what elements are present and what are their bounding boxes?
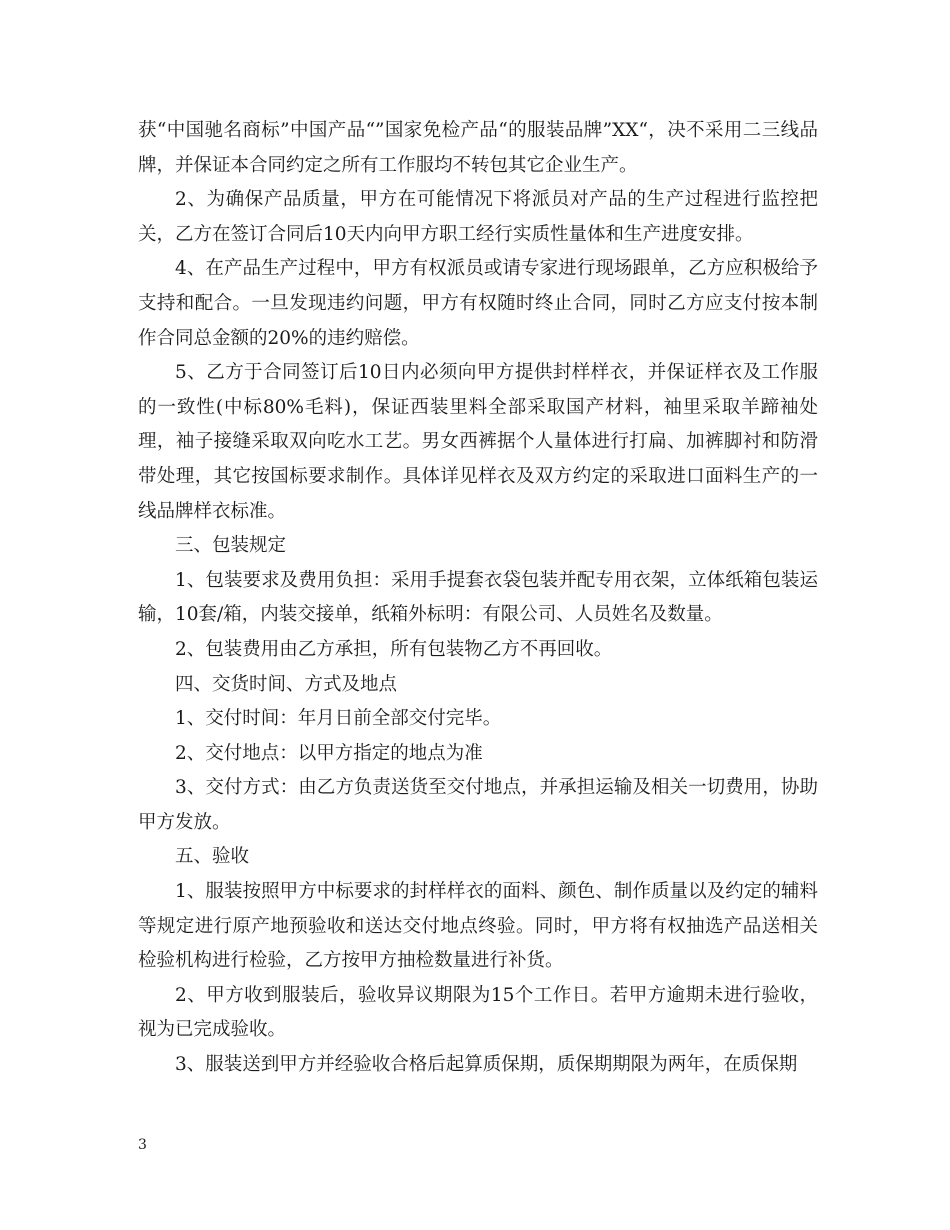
- paragraph: 1、服装按照甲方中标要求的封样样衣的面料、颜色、制作质量以及约定的辅料等规定进行原产地预验收和送达交付地点终验。同时，甲方将有权抽选产品送相关检验机构进行检验，乙方按甲方抽检数量进行补货。: [138, 881, 818, 972]
- paragraph: 五、验收: [175, 846, 250, 868]
- paragraph: 1、包装要求及费用负担：采用手提套衣袋包装并配专用衣架，立体纸箱包装运输，10套/箱，内装交接单，纸箱外标明：有限公司、人员姓名及数量。: [138, 569, 818, 626]
- paragraph: 4、在产品生产过程中，甲方有权派员或请专家进行现场跟单，乙方应积极给予支持和配合。一旦发现违约问题，甲方有权随时终止合同，同时乙方应支付按本制作合同总金额的20%的违约赔偿。: [138, 258, 818, 349]
- paragraph: 2、为确保产品质量，甲方在可能情况下将派员对产品的生产过程进行监控把关，乙方在签订合同后10天内向甲方职工经行实质性量体和生产进度安排。: [138, 189, 818, 245]
- paragraph: 四、交货时间、方式及地点: [175, 673, 398, 695]
- paragraph: 2、交付地点：以甲方指定的地点为准: [175, 742, 483, 764]
- paragraph: 3、服装送到甲方并经验收合格后起算质保期，质保期期限为两年，在质保期: [175, 1054, 798, 1076]
- paragraph: 1、交付时间：年月日前全部交付完毕。: [175, 708, 502, 730]
- paragraph: 2、甲方收到服装后，验收异议期限为15个工作日。若甲方逾期未进行验收，视为已完成验收。: [138, 984, 818, 1041]
- paragraph: 3、交付方式：由乙方负责送货至交付地点，并承担运输及相关一切费用，协助甲方发放。: [138, 777, 818, 833]
- paragraph: 三、包装规定: [175, 535, 287, 557]
- page-number: 3: [138, 1137, 147, 1153]
- paragraph: 获“中国驰名商标”中国产品“”国家免检产品“的服装品牌”XX“，决不采用二三线品牌，并保证本合同约定之所有工作服均不转包其它企业生产。: [138, 120, 818, 176]
- paragraph: 5、乙方于合同签订后10日内必须向甲方提供封样样衣，并保证样衣及工作服的一致性(中标80%毛料)，保证西装里料全部采取国产材料，袖里采取羊蹄袖处理，袖子接缝采取双向吃水工艺。男女西裤据个人量体进行打扁、加裤脚衬和防滑带处理，其它按国标要求制作。具体详见样衣及双方约定的采取进口面料生产的一线品牌样衣标准。: [138, 362, 818, 522]
- document-body: [138, 114, 818, 1083]
- paragraph: 2、包装费用由乙方承担，所有包装物乙方不再回收。: [175, 638, 613, 660]
